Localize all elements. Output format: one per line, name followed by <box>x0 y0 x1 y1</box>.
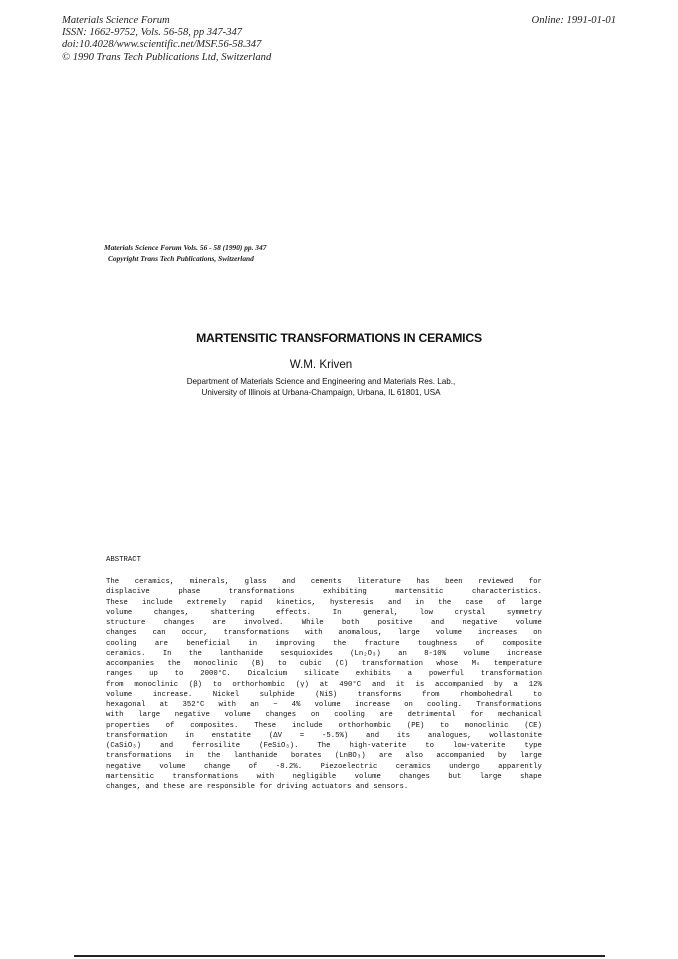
abstract-word: negligible <box>292 772 337 781</box>
abstract-word: and <box>430 619 445 627</box>
abstract-line <box>106 628 542 638</box>
abstract-word: on <box>310 711 320 720</box>
abstract-word: volume <box>314 701 341 709</box>
abstract-word: 352°C <box>182 701 205 709</box>
abstract-word: large <box>519 598 542 607</box>
abstract-word: to <box>277 660 287 668</box>
abstract-word: wollastonite <box>489 731 542 740</box>
abstract-word: undergo <box>449 762 480 771</box>
abstract-word: temperature <box>493 660 542 668</box>
abstract-word: cooling. <box>427 701 463 709</box>
abstract-word: apparently <box>498 762 542 771</box>
abstract-word: hysteresis <box>330 598 374 607</box>
abstract-word: phase <box>178 588 201 597</box>
abstract-word: accompanied <box>435 680 484 689</box>
abstract-word: -8.2%. <box>275 762 303 771</box>
abstract-word: monoclinic <box>134 680 179 689</box>
abstract-word: with <box>106 711 124 720</box>
abstract-word: from <box>422 690 440 699</box>
abstract-word: crystal <box>454 608 486 617</box>
abstract-word: are <box>379 711 393 720</box>
abstract-word: the <box>438 598 452 607</box>
paper-title: MARTENSITIC TRANSFORMATIONS IN CERAMICS <box>196 331 482 345</box>
abstract-word: on <box>404 701 413 709</box>
abstract-word: to <box>174 670 184 679</box>
abstract-word: the <box>167 660 181 668</box>
abstract-word: for <box>470 711 484 720</box>
abstract-word: analogues, <box>427 731 472 740</box>
abstract-line <box>106 731 542 741</box>
abstract-line <box>106 649 542 659</box>
abstract-line <box>106 669 542 679</box>
abstract-word: Transformations <box>476 701 542 709</box>
abstract-word: positive <box>377 619 413 627</box>
abstract-line <box>106 680 542 690</box>
abstract-word: 490°C <box>339 680 362 689</box>
abstract-word: (γ) <box>295 680 309 689</box>
abstract-word: ceramics. <box>106 649 146 658</box>
journal-reference-line: Materials Science Forum Vols. 56 - 58 (1990) pp. 347 <box>104 243 267 252</box>
abstract-word: structure <box>106 619 146 627</box>
abstract-word: changes, <box>153 608 189 617</box>
abstract-line <box>106 762 542 772</box>
abstract-word: detrimental <box>407 711 456 720</box>
abstract-word: lanthanide <box>219 649 264 658</box>
abstract-word: occur, <box>181 629 208 638</box>
abstract-line <box>106 618 542 628</box>
abstract-word: and <box>282 578 296 586</box>
abstract-word: volume <box>515 619 542 627</box>
abstract-line <box>106 577 542 587</box>
abstract-word: ~ <box>273 701 278 709</box>
abstract-word: Piezoelectric <box>320 762 378 771</box>
abstract-line <box>106 639 542 649</box>
abstract-word: from <box>106 680 124 689</box>
abstract-word: with <box>305 629 323 638</box>
online-date: Online: 1991-01-01 <box>531 15 616 26</box>
abstract-word: (FeSiO₃). <box>259 742 299 750</box>
abstract-word: its <box>396 731 411 740</box>
abstract-word: type <box>524 742 542 750</box>
abstract-word: shape <box>520 772 542 781</box>
abstract-word: is <box>415 680 425 689</box>
affiliation-line: University of Illinois at Urbana-Champaign, Urbana, IL 61801, USA <box>201 388 441 397</box>
abstract-word: Mₛ <box>471 660 481 668</box>
abstract-word: composite <box>502 639 542 648</box>
abstract-word: been <box>445 578 463 586</box>
author-name: W.M. Kriven <box>289 358 353 371</box>
abstract-word: (LnBO₃) <box>334 752 366 761</box>
abstract-word: (ΔV <box>268 731 282 740</box>
journal-reference <box>104 243 266 264</box>
abstract-word: transformation <box>480 670 542 679</box>
abstract-line <box>106 741 542 751</box>
abstract-word: changes <box>265 711 297 720</box>
abstract-word: changes <box>106 629 137 638</box>
abstract-word: and <box>355 783 369 791</box>
abstract-word: Dicalcium <box>247 670 288 679</box>
abstract-word: case <box>465 598 483 607</box>
abstract-word: both <box>341 619 360 627</box>
abstract-word: are <box>378 752 393 761</box>
abstract-word: in <box>415 598 424 607</box>
abstract-word: displacive <box>106 588 150 597</box>
abstract-word: transformations <box>228 588 295 597</box>
abstract-word: 12% <box>528 680 542 689</box>
abstract-word: ceramics, <box>134 578 175 586</box>
abstract-word: hexagonal <box>106 701 146 709</box>
abstract-word: The <box>106 578 120 586</box>
journal-copyright-line: Copyright Trans Tech Publications, Switzerland <box>108 253 254 263</box>
abstract-word: enstatite <box>211 731 252 740</box>
abstract-word: in <box>185 731 194 740</box>
affiliation-line: Department of Materials Science and Engineering and Materials Res. Lab., <box>186 377 456 386</box>
abstract-word: volume <box>224 711 251 720</box>
abstract-word: of <box>497 598 506 607</box>
abstract-body <box>106 577 542 792</box>
abstract-word: to <box>212 680 222 689</box>
abstract-line <box>106 751 542 761</box>
abstract-word: the <box>333 639 347 648</box>
abstract-word: rhombohedral <box>460 690 513 699</box>
abstract-word: Nickel <box>212 690 240 699</box>
abstract-word: at <box>319 680 329 689</box>
bottom-rule <box>74 955 605 957</box>
abstract-word: whose <box>436 660 459 668</box>
abstract-word: characteristics. <box>471 588 542 597</box>
abstract-line <box>106 598 542 608</box>
abstract-word: an <box>250 701 259 709</box>
abstract-word: lanthanide <box>233 752 278 761</box>
abstract-word: anomalous, <box>338 629 383 638</box>
abstract-word: a <box>407 670 413 679</box>
abstract-word: = <box>299 731 305 740</box>
abstract-word: (CE) <box>524 721 542 730</box>
abstract-word: cements <box>310 578 342 586</box>
abstract-word: extremely <box>186 598 227 607</box>
abstract-word: are <box>154 639 169 648</box>
abstract-word: reviewed <box>478 578 514 586</box>
abstract-line <box>106 690 542 700</box>
abstract-word: transformation <box>106 731 168 740</box>
abstract-word: an <box>398 649 407 658</box>
abstract-word: accompanied <box>436 752 485 761</box>
abstract-line <box>106 772 542 782</box>
abstract-word: sulphide <box>259 690 295 699</box>
abstract-word: large <box>520 752 542 761</box>
abstract-word: and <box>366 731 380 740</box>
abstract-word: cooling <box>106 639 137 648</box>
abstract-word: (PE) <box>406 721 425 730</box>
abstract-word: volume <box>463 649 490 658</box>
abstract-word: cubic <box>299 660 322 668</box>
abstract-word: monoclinic <box>464 721 509 730</box>
abstract-word: for <box>528 578 542 586</box>
abstract-word: transformations <box>223 629 290 638</box>
abstract-word: mechanical <box>498 711 542 720</box>
abstract-word: also <box>405 752 423 761</box>
abstract-word: but <box>448 772 462 781</box>
abstract-word: improving <box>275 639 315 648</box>
abstract-word: of <box>248 762 258 771</box>
abstract-word: borates <box>290 752 322 761</box>
abstract-word: to <box>533 690 542 699</box>
journal-name: Materials Science Forum <box>62 15 170 26</box>
doi-line: doi:10.4028/www.scientific.net/MSF.56-58.347 <box>62 39 262 51</box>
abstract-word: These <box>106 598 128 607</box>
abstract-word: for <box>259 783 273 791</box>
abstract-word: to <box>440 721 449 730</box>
abstract-word: and <box>145 783 159 791</box>
abstract-word: high-vaterite <box>349 742 407 750</box>
abstract-word: -5.5%) <box>321 731 349 740</box>
abstract-word: to <box>425 742 435 750</box>
abstract-word: (Ln₂O₃) <box>350 649 381 658</box>
abstract-word: composites. <box>190 721 239 730</box>
abstract-word: ceramics <box>395 762 431 771</box>
abstract-word: are <box>212 619 226 627</box>
abstract-word: exhibits <box>355 670 391 679</box>
abstract-word: changes, <box>106 783 142 791</box>
abstract-word: orthorhombic <box>338 721 391 730</box>
abstract-word: volume <box>159 762 186 771</box>
abstract-word: has <box>416 578 430 586</box>
abstract-word: volume <box>106 690 133 699</box>
abstract-word: a <box>513 680 518 689</box>
abstract-word: on <box>533 629 542 638</box>
abstract-word: 4% <box>291 701 301 709</box>
abstract-word: volume <box>354 772 381 781</box>
abstract-line <box>106 782 542 792</box>
abstract-word: increases <box>477 629 518 638</box>
abstract-word: silicate <box>303 670 339 679</box>
abstract-word: 8-10% <box>424 649 447 658</box>
abstract-word: involved. <box>244 619 284 627</box>
abstract-word: While <box>301 619 324 627</box>
publication-metadata <box>62 15 271 64</box>
abstract-word: properties <box>106 721 150 730</box>
abstract-word: literature <box>357 578 401 586</box>
abstract-word: the <box>207 752 221 761</box>
abstract-word: (C) <box>335 660 349 668</box>
abstract-word: volume <box>106 608 133 617</box>
abstract-word: by <box>497 752 507 761</box>
abstract-word: transformation <box>361 660 423 668</box>
abstract-word: by <box>493 680 503 689</box>
abstract-word: with <box>218 701 237 709</box>
abstract-word: martensitic <box>106 772 155 781</box>
abstract-word: low-vaterite <box>452 742 506 750</box>
abstract-word: increase. <box>152 690 193 699</box>
abstract-word: negative <box>174 711 210 720</box>
abstract-word: actuators <box>311 783 352 791</box>
abstract-line <box>106 721 542 731</box>
abstract-word: sensors. <box>373 783 409 791</box>
abstract-word: glass <box>244 578 267 586</box>
abstract-word: in <box>185 752 194 761</box>
abstract-word: The <box>317 742 331 750</box>
abstract-word: (B) <box>251 660 265 668</box>
abstract-word: increase <box>506 649 542 658</box>
abstract-word: In <box>332 608 342 617</box>
abstract-word: large <box>479 772 502 781</box>
abstract-word: low <box>419 608 433 617</box>
abstract-word: sesquioxides <box>280 649 333 658</box>
abstract-word: minerals, <box>189 578 230 586</box>
abstract-word: of <box>165 721 175 730</box>
abstract-word: exhibiting <box>322 588 367 597</box>
abstract-word: changes <box>399 772 430 781</box>
abstract-word: change <box>204 762 231 771</box>
abstract-word: large <box>138 711 161 720</box>
abstract-word: large <box>398 629 420 638</box>
abstract-word: (β) <box>188 680 203 689</box>
abstract-word: ranges <box>106 670 133 679</box>
abstract-word: with <box>256 772 275 781</box>
abstract-word: rapid <box>240 598 263 607</box>
abstract-word: are <box>189 783 203 791</box>
abstract-word: the <box>188 649 202 658</box>
abstract-word: These <box>254 721 277 730</box>
abstract-word: accompanies <box>106 660 155 668</box>
copyright-line: © 1990 Trans Tech Publications Ltd, Switzerland <box>62 51 272 63</box>
abstract-word: martensitic <box>395 588 444 597</box>
author-affiliation <box>0 376 642 398</box>
abstract-word: transforms <box>357 690 402 699</box>
abstract-word: and <box>387 598 402 607</box>
abstract-line <box>106 700 542 710</box>
abstract-word: up <box>149 670 158 679</box>
abstract-word: it <box>395 680 405 689</box>
abstract-word: at <box>159 701 169 709</box>
abstract-word: (CaSiO₃) <box>106 742 142 750</box>
abstract-word: include <box>142 598 173 607</box>
abstract-word: kinetics, <box>276 598 316 607</box>
abstract-word: ferrosilite <box>191 742 241 750</box>
abstract-word: cooling <box>334 711 365 720</box>
abstract-word: effects. <box>276 608 312 617</box>
abstract-word: in <box>248 639 258 648</box>
abstract-word: orthorhombic <box>232 680 285 689</box>
abstract-word: transformations <box>106 752 172 761</box>
abstract-line <box>106 659 542 669</box>
abstract-word: transformations <box>172 772 239 781</box>
abstract-word: driving <box>276 783 308 791</box>
abstract-word: include <box>291 721 323 730</box>
abstract-word: toughness <box>417 639 458 648</box>
abstract-word: general, <box>363 608 399 617</box>
abstract-word: fracture <box>364 639 400 648</box>
abstract-word: negative <box>462 619 498 627</box>
abstract-word: and <box>159 742 174 750</box>
abstract-heading: ABSTRACT <box>106 556 142 564</box>
abstract-line <box>106 608 542 618</box>
issn-line: ISSN: 1662-9752, Vols. 56-58, pp 347-347 <box>62 27 243 39</box>
abstract-word: changes <box>163 619 195 627</box>
abstract-word: volume <box>435 629 463 638</box>
abstract-word: 2000°C. <box>200 670 231 679</box>
abstract-word: negative <box>106 762 142 771</box>
abstract-word: and <box>371 680 386 689</box>
abstract-word: beneficial <box>186 639 231 648</box>
abstract-word: In <box>162 649 172 658</box>
abstract-word: (NiS) <box>315 690 338 699</box>
abstract-word: monoclinic <box>194 660 238 668</box>
abstract-word: shattering <box>210 608 255 617</box>
abstract-line <box>106 710 542 720</box>
abstract-line <box>106 587 542 597</box>
abstract-word: these <box>162 783 185 791</box>
abstract-word: responsible <box>206 783 255 791</box>
abstract-word: symmetry <box>506 608 542 617</box>
abstract-word: of <box>475 639 485 648</box>
abstract-word: can <box>152 629 166 638</box>
abstract-word: powerful <box>428 670 464 679</box>
abstract-word: increase <box>354 701 390 709</box>
